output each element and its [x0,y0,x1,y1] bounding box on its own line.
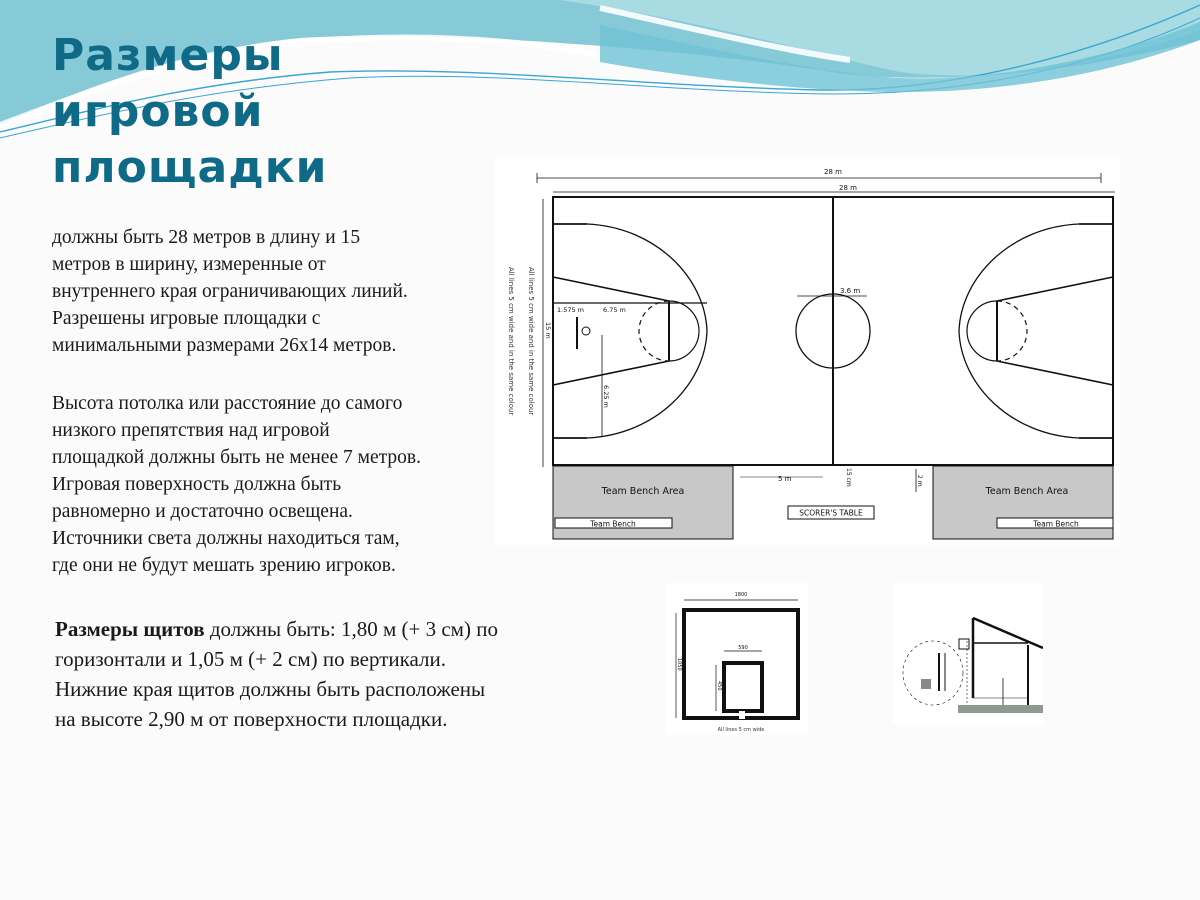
slide-title [52,28,327,196]
dim-small: 15 cm [845,468,852,487]
floor-strip [958,705,1043,713]
bench-area-label-right: Team Bench Area [985,486,1069,497]
bb-dim-width: 1800 [734,592,748,598]
dim-table-offset: 2 m [916,475,923,487]
dim-three-point-side: 6.25 m [602,385,610,408]
text-line: Игровая поверхность должна быть [52,474,342,495]
dim-bench-gap: 5 m [778,475,792,483]
backboard-support-svg [893,583,1043,725]
dim-court-length: 28 m [839,184,857,192]
dim-total-length: 28 m [824,168,842,176]
text-line [55,614,498,644]
title-line-3: площадки [52,142,328,193]
text-line: Высота потолка или расстояние до самого [52,393,403,414]
note-lines: All lines 5 cm wide and in the same colour [527,267,535,416]
court-diagram-svg [495,157,1120,545]
bb-dim-inner-height: 450 [716,681,722,691]
dim-three-point: 6.75 m [603,306,626,314]
title-line-1: Размеры [52,30,284,81]
text-line: Разрешены игровые площадки с [52,308,321,329]
text-line: на высоте 2,90 м от поверхности площадки. [55,707,448,731]
scorers-table-label: SCORER'S TABLE [799,508,863,518]
text-line: низкого препятствия над игровой [52,420,330,441]
text-line: метров в ширину, измеренные от [52,254,326,275]
title-line-2: игровой [52,86,264,137]
text-line: горизонтали и 1,05 м (+ 2 см) по вертикали. [55,647,446,671]
backboard-support-diagram [893,583,1043,725]
backboard-size-paragraph [55,614,498,734]
dim-width: 15 m [544,322,552,339]
text-fragment: должны быть: 1,80 м (+ 3 см) по [204,617,498,641]
bb-note: All lines 5 cm wide [717,727,765,733]
backboard-front-diagram [666,583,808,735]
note-lines-duplicate: All lines 5 cm wide and in the same colour [507,267,515,416]
text-line: Источники света должны находиться там, [52,528,400,549]
bench-area-label-left: Team Bench Area [601,486,685,497]
text-line: равномерно и достаточно освещена. [52,501,353,522]
text-line: должны быть 28 метров в длину и 15 [52,227,361,248]
ceiling-lighting-paragraph [52,390,421,579]
court-diagram [495,157,1120,545]
bb-dim-height: 1050 [676,658,682,671]
backboard-front-svg [666,583,808,735]
bench-label-right: Team Bench [1033,519,1079,529]
bold-lead: Размеры щитов [55,617,205,641]
bench-label-left: Team Bench [590,519,636,529]
dim-center-circle: 3.6 m [840,287,861,295]
text-line: внутреннего края ограничивающих линий. [52,281,408,302]
text-line: Нижние края щитов должны быть расположены [55,677,486,701]
text-line: площадкой должны быть не менее 7 метров. [52,447,421,468]
dim-basket-offset: 1.575 m [557,306,585,314]
text-line: где они не будут мешать зрению игроков. [52,555,396,576]
bb-dim-inner-width: 590 [738,645,748,651]
text-line: минимальными размерами 26х14 метров. [52,335,397,356]
court-size-paragraph [52,224,408,359]
